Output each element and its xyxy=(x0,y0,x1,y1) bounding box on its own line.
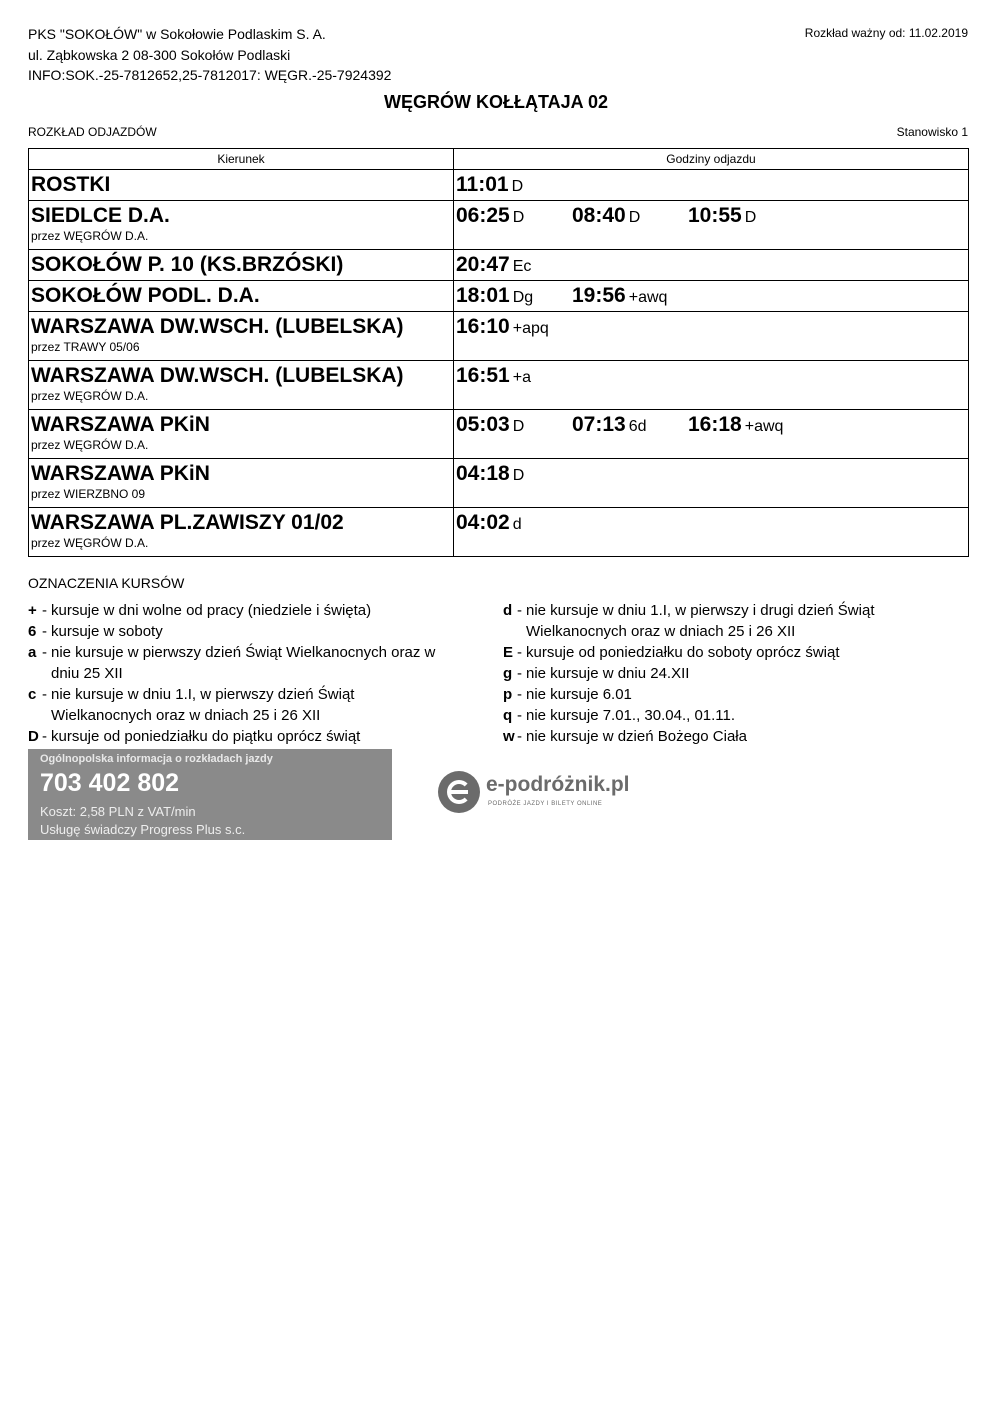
departure-times-cell xyxy=(454,361,969,410)
company-info xyxy=(28,24,391,86)
departure-marks: Ec xyxy=(512,258,532,275)
departure-marks: +awq xyxy=(628,289,668,306)
table-row xyxy=(29,201,969,250)
departure-time: 05:03 xyxy=(456,413,510,436)
legend-description-line: nie kursuje w dzień Bożego Ciała xyxy=(526,728,747,745)
legend-description xyxy=(51,726,488,747)
legend-dash: - xyxy=(517,644,522,661)
via-route: przez WĘGRÓW D.A. xyxy=(31,438,149,452)
departure-time: 06:25 xyxy=(456,204,510,227)
departure-times-cell xyxy=(454,170,969,201)
legend-code: D xyxy=(28,728,39,745)
departure xyxy=(572,412,688,440)
departure-marks: +apq xyxy=(512,320,549,337)
company-phones: INFO:SOK.-25-7812652,25-7812017: WĘGR.-25-7924392 xyxy=(28,67,392,83)
direction-cell xyxy=(29,201,454,250)
legend-title: OZNACZENIA KURSÓW xyxy=(28,575,185,591)
legend-item xyxy=(28,726,488,747)
legend-description xyxy=(51,600,488,621)
legend-item xyxy=(28,684,488,726)
departure-marks: d xyxy=(512,516,522,533)
logo-wordmark: e-podróżnik.pl xyxy=(486,773,630,796)
table-row xyxy=(29,281,969,312)
company-name: PKS "SOKOŁÓW" w Sokołowie Podlaskim S. A. xyxy=(28,26,326,42)
legend-description-line: nie kursuje w pierwszy dzień Świąt Wielkanocnych oraz w xyxy=(51,644,436,661)
logo-tagline: PODRÓŻE JAZDY I BILETY ONLINE xyxy=(488,801,603,807)
legend-dash: - xyxy=(517,686,522,703)
departure-times-cell xyxy=(454,459,969,508)
legend-code: E xyxy=(503,644,514,661)
departure-time: 16:10 xyxy=(456,315,510,338)
legend-code: 6 xyxy=(28,623,37,640)
departure-time: 18:01 xyxy=(456,284,510,307)
legend-dash: - xyxy=(42,644,47,661)
legend-description xyxy=(526,642,963,663)
info-hotline-phone: 703 402 802 xyxy=(40,769,180,797)
legend-description-line: dniu 25 XII xyxy=(51,665,123,682)
destination-name: SIEDLCE D.A. xyxy=(31,204,170,227)
departure-time: 08:40 xyxy=(572,204,626,227)
departure xyxy=(688,203,804,231)
destination-name: WARSZAWA PKiN xyxy=(31,462,210,485)
destination-name: WARSZAWA DW.WSCH. (LUBELSKA) xyxy=(31,315,404,338)
direction-cell xyxy=(29,170,454,201)
legend-description-line: kursuje w soboty xyxy=(51,623,163,640)
departure-times-cell xyxy=(454,508,969,557)
stop-title: WĘGRÓW KOŁŁĄTAJA 02 xyxy=(384,92,608,112)
via-route: przez WĘGRÓW D.A. xyxy=(31,229,149,243)
legend-description xyxy=(526,663,963,684)
legend-right-column xyxy=(503,600,963,747)
legend-dash: - xyxy=(42,602,47,619)
legend-description-line: nie kursuje w dniu 1.I, w pierwszy i drugi dzień Świąt xyxy=(526,602,875,619)
legend-dash: - xyxy=(42,686,47,703)
direction-cell xyxy=(29,459,454,508)
via-route: przez WĘGRÓW D.A. xyxy=(31,389,149,403)
departure-marks: Dg xyxy=(512,289,534,306)
departure xyxy=(456,203,572,231)
company-address: ul. Ząbkowska 2 08-300 Sokołów Podlaski xyxy=(28,46,291,63)
departure-marks: D xyxy=(744,209,757,226)
departure-time: 10:55 xyxy=(688,204,742,227)
legend-dash: - xyxy=(517,707,522,724)
legend-dash: - xyxy=(517,602,522,619)
legend-description xyxy=(526,600,963,642)
departure-time: 07:13 xyxy=(572,413,626,436)
table-row xyxy=(29,410,969,459)
legend-code: g xyxy=(503,665,513,682)
legend-item xyxy=(503,726,963,747)
departure-time: 04:02 xyxy=(456,511,510,534)
table-row xyxy=(29,361,969,410)
departure-marks: +a xyxy=(512,369,531,386)
departure xyxy=(456,283,572,311)
table-row xyxy=(29,312,969,361)
departure-marks: +awq xyxy=(744,418,784,435)
legend-item xyxy=(503,705,963,726)
destination-name: SOKOŁÓW PODL. D.A. xyxy=(31,284,260,307)
legend-description xyxy=(526,684,963,705)
departure-times-cell xyxy=(454,250,969,281)
legend-description-line: Wielkanocnych oraz w dniach 25 i 26 XII xyxy=(526,623,796,640)
departure-time: 16:18 xyxy=(688,413,742,436)
legend-description-line: kursuje od poniedziałku do piątku oprócz świąt xyxy=(51,728,361,745)
schedule-type: ROZKŁAD ODJAZDÓW xyxy=(28,125,157,139)
destination-name: WARSZAWA DW.WSCH. (LUBELSKA) xyxy=(31,364,404,387)
column-header-direction: Kierunek xyxy=(29,149,454,170)
legend-code: w xyxy=(503,728,515,745)
column-header-times: Godziny odjazdu xyxy=(454,149,969,170)
legend-description-line: nie kursuje w dniu 1.I, w pierwszy dzień Świąt xyxy=(51,686,355,703)
direction-cell xyxy=(29,281,454,312)
info-hotline-cost: Koszt: 2,58 PLN z VAT/min xyxy=(40,804,196,819)
direction-cell xyxy=(29,312,454,361)
legend-description xyxy=(526,705,963,726)
legend-item xyxy=(503,684,963,705)
departure xyxy=(456,172,572,200)
platform-label: Stanowisko 1 xyxy=(896,125,968,139)
departures-table xyxy=(28,148,969,557)
legend-dash: - xyxy=(42,623,47,640)
legend-description-line: Wielkanocnych oraz w dniach 25 i 26 XII xyxy=(51,707,321,724)
legend-item xyxy=(503,642,963,663)
legend-description xyxy=(51,621,488,642)
e-podroznik-logo xyxy=(438,771,648,815)
legend-description-line: nie kursuje 7.01., 30.04., 01.11. xyxy=(526,707,736,724)
info-hotline-box xyxy=(28,749,392,840)
table-row xyxy=(29,459,969,508)
departure-time: 11:01 xyxy=(456,173,509,196)
legend-description-line: kursuje w dni wolne od pracy (niedziele i święta) xyxy=(51,602,372,619)
legend-code: + xyxy=(28,602,37,619)
legend-dash: - xyxy=(517,728,522,745)
legend-item xyxy=(28,600,488,621)
departure-marks: D xyxy=(512,418,525,435)
departure xyxy=(688,412,804,440)
valid-from: Rozkład ważny od: 11.02.2019 xyxy=(804,26,968,40)
departure-times-cell xyxy=(454,410,969,459)
departure-times-cell xyxy=(454,312,969,361)
table-row xyxy=(29,170,969,201)
direction-cell xyxy=(29,410,454,459)
destination-name: WARSZAWA PKiN xyxy=(31,413,210,436)
legend-item xyxy=(28,621,488,642)
departure-marks: 6d xyxy=(628,418,647,435)
direction-cell xyxy=(29,508,454,557)
departure-marks: D xyxy=(511,178,524,195)
departure-marks: D xyxy=(512,467,525,484)
legend-description-line: nie kursuje 6.01 xyxy=(526,686,632,703)
departure xyxy=(456,314,572,342)
direction-cell xyxy=(29,361,454,410)
legend-code: a xyxy=(28,644,37,661)
table-row xyxy=(29,250,969,281)
destination-name: ROSTKI xyxy=(31,173,111,196)
departure xyxy=(456,363,572,391)
legend-code: c xyxy=(28,686,37,703)
departure xyxy=(456,461,572,489)
legend-code: d xyxy=(503,602,513,619)
via-route: przez TRAWY 05/06 xyxy=(31,340,140,354)
departure xyxy=(456,412,572,440)
legend-description-line: kursuje od poniedziałku do soboty oprócz świąt xyxy=(526,644,840,661)
departure-time: 19:56 xyxy=(572,284,626,307)
legend-left-column xyxy=(28,600,488,747)
legend-item xyxy=(28,642,488,684)
legend-item xyxy=(503,663,963,684)
departure-time: 20:47 xyxy=(456,253,510,276)
info-hotline-provider: Usługę świadczy Progress Plus s.c. xyxy=(40,822,246,837)
destination-name: WARSZAWA PL.ZAWISZY 01/02 xyxy=(31,511,344,534)
legend-item xyxy=(503,600,963,642)
legend-code: p xyxy=(503,686,513,703)
departure-times-cell xyxy=(454,281,969,312)
legend-description xyxy=(51,642,488,684)
destination-name: SOKOŁÓW P. 10 (KS.BRZÓSKI) xyxy=(31,253,344,276)
departure xyxy=(572,203,688,231)
info-hotline-title: Ogólnopolska informacja o rozkładach jazdy xyxy=(40,753,273,765)
table-row xyxy=(29,508,969,557)
legend-code: q xyxy=(503,707,513,724)
legend-description-line: nie kursuje w dniu 24.XII xyxy=(526,665,690,682)
via-route: przez WIERZBNO 09 xyxy=(31,487,146,501)
departure-marks: D xyxy=(512,209,525,226)
departure-time: 04:18 xyxy=(456,462,510,485)
legend-dash: - xyxy=(42,728,47,745)
legend-dash: - xyxy=(517,665,522,682)
via-route: przez WĘGRÓW D.A. xyxy=(31,536,149,550)
departure-time: 16:51 xyxy=(456,364,510,387)
departure xyxy=(572,283,688,311)
legend-description xyxy=(526,726,963,747)
departure-times-cell xyxy=(454,201,969,250)
departure-marks: D xyxy=(628,209,641,226)
departure xyxy=(456,252,572,280)
e-logo-icon xyxy=(438,771,480,813)
departure xyxy=(456,510,572,538)
direction-cell xyxy=(29,250,454,281)
legend-description xyxy=(51,684,488,726)
